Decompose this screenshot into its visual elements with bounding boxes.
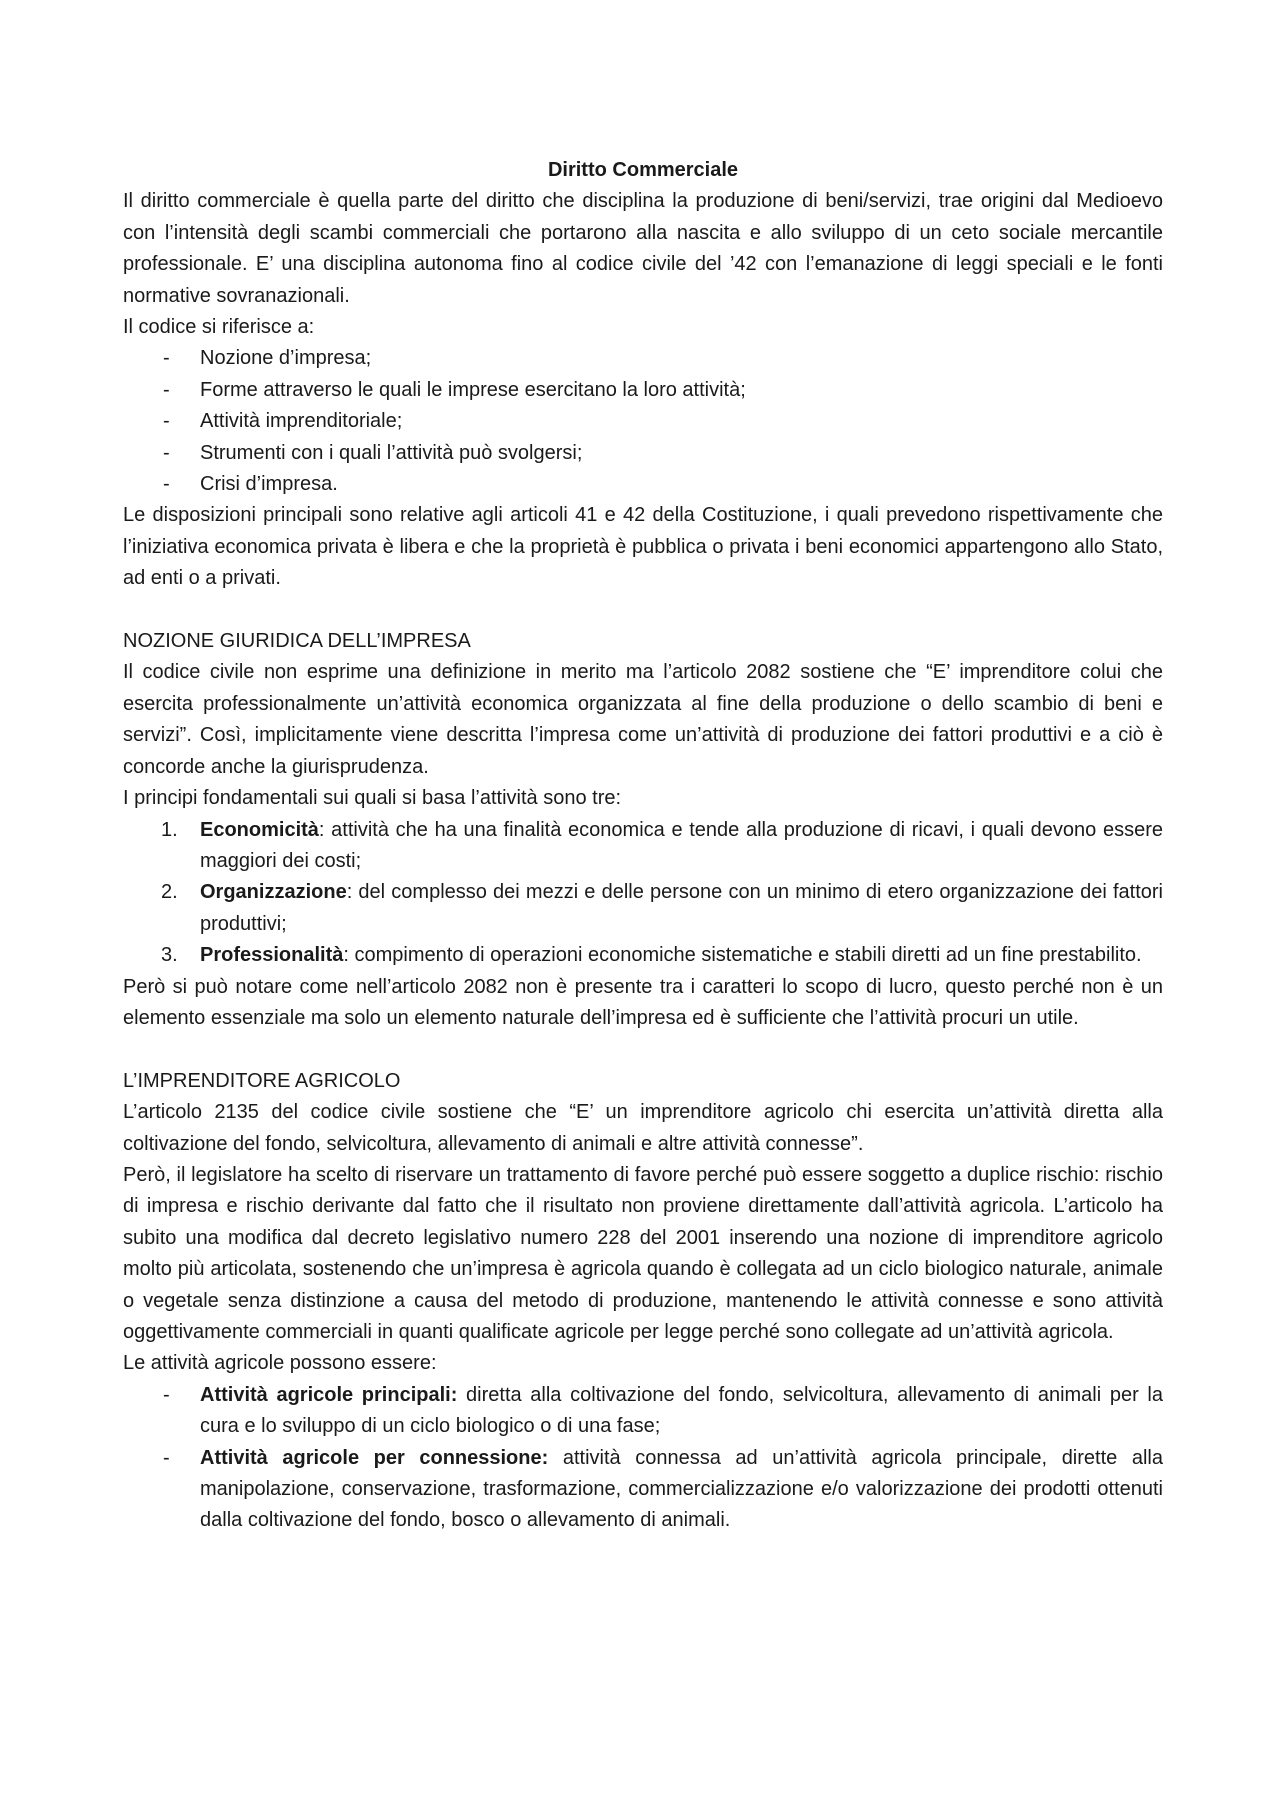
list-item: 2. Organizzazione: del complesso dei mezzi e delle persone con un minimo di etero organizzazione dei fattori produttivi; [123, 877, 1163, 940]
section-heading-impresa: NOZIONE GIURIDICA DELL’IMPRESA [123, 630, 471, 653]
section2-list-intro: Le attività agricole possono essere: [123, 1352, 437, 1375]
list-number: 2. [161, 881, 178, 904]
dash-marker: - [163, 410, 170, 433]
dash-marker: - [163, 347, 170, 370]
section-heading-agricolo: L’IMPRENDITORE AGRICOLO [123, 1069, 401, 1092]
spacer [123, 595, 1163, 626]
intro-list-intro: Il codice si riferisce a: [123, 316, 315, 339]
section1-closing: Però si può notare come nell’articolo 2082 non è presente tra i caratteri lo scopo di lucro, questo perché non è un elemento essenziale ma solo un elemento naturale dell’impresa ed è sufficiente che l’attività procuri un utile. [123, 975, 1163, 1029]
list-item: 3. Professionalità: compimento di operazioni economiche sistematiche e stabili diretti ad un fine prestabilito. [123, 940, 1163, 971]
list-number: 3. [161, 944, 178, 967]
section1-list-intro: I principi fondamentali sui quali si basa l’attività sono tre: [123, 787, 622, 810]
intro-list [123, 343, 1163, 500]
list-number: 1. [161, 818, 178, 841]
list-item: - Forme attraverso le quali le imprese esercitano la loro attività; [123, 375, 1163, 406]
agricultural-activities-list [123, 1380, 1163, 1537]
intro-paragraph: Il diritto commerciale è quella parte del diritto che disciplina la produzione di beni/servizi, trae origini dal Medioevo con l’intensità degli scambi commerciali che portarono alla nascita e allo sviluppo di un ceto sociale mercantile professionale. E’ una disciplina autonoma fino al codice civile del ’42 con l’emanazione di leggi speciali e le fonti normative sovranazionali. [123, 190, 1163, 307]
document-title: Diritto Commerciale [547, 159, 739, 181]
dash-marker: - [163, 441, 170, 464]
intro-closing: Le disposizioni principali sono relative agli articoli 41 e 42 della Costituzione, i quali prevedono rispettivamente che l’iniziativa economica privata è libera e che la proprietà è pubblica o privata i beni economici appartengono allo Stato, ad enti o a privati. [123, 504, 1163, 590]
dash-marker: - [163, 1446, 170, 1469]
principles-list [123, 815, 1163, 972]
list-item: - Attività imprenditoriale; [123, 406, 1163, 437]
dash-marker: - [163, 473, 170, 496]
list-item: - Attività agricole principali: diretta alla coltivazione del fondo, selvicoltura, allevamento di animali per la cura e lo sviluppo di un ciclo biologico o di una fase; [123, 1380, 1163, 1443]
dash-marker: - [163, 1383, 170, 1406]
section2-paragraph-1: L’articolo 2135 del codice civile sostiene che “E’ un imprenditore agricolo chi esercita un’attività diretta alla coltivazione del fondo, selvicoltura, allevamento di animali e altre attività connesse”. [123, 1101, 1163, 1155]
list-item: - Strumenti con i quali l’attività può svolgersi; [123, 438, 1163, 469]
document-page [123, 155, 1163, 1537]
spacer [123, 1034, 1163, 1065]
list-item: - Attività agricole per connessione: attività connessa ad un’attività agricola principale, dirette alla manipolazione, conservazione, trasformazione, commercializzazione e/o valorizzazione dei prodotti ottenuti dalla coltivazione del fondo, bosco o allevamento di animali. [123, 1443, 1163, 1537]
list-item: 1. Economicità: attività che ha una finalità economica e tende alla produzione di ricavi, i quali devono essere maggiori dei costi; [123, 815, 1163, 878]
list-item: - Crisi d’impresa. [123, 469, 1163, 500]
section2-paragraph-2: Però, il legislatore ha scelto di riservare un trattamento di favore perché può essere soggetto a duplice rischio: rischio di impresa e rischio derivante dal fatto che il risultato non proviene direttamente dall’attività agricola. L’articolo ha subito una modifica dal decreto legislativo numero 228 del 2001 inserendo una nozione di imprenditore agricolo molto più articolata, sostenendo che un’impresa è agricola quando è collegata ad un ciclo biologico naturale, animale o vegetale senza distinzione a causa del metodo di produzione, mantenendo le attività connesse e sono attività oggettivamente commerciali in quanti qualificate agricole per legge perché sono collegate ad un’attività agricola. [123, 1163, 1163, 1343]
section1-paragraph: Il codice civile non esprime una definizione in merito ma l’articolo 2082 sostiene che “E’ imprenditore colui che esercita professionalmente un’attività economica organizzata al fine della produzione o dello scambio di beni e servizi”. Così, implicitamente viene descritta l’impresa come un’attività di produzione dei fattori produttivi e a ciò è concorde anche la giurisprudenza. [123, 661, 1163, 778]
dash-marker: - [163, 378, 170, 401]
list-item: - Nozione d’impresa; [123, 343, 1163, 374]
